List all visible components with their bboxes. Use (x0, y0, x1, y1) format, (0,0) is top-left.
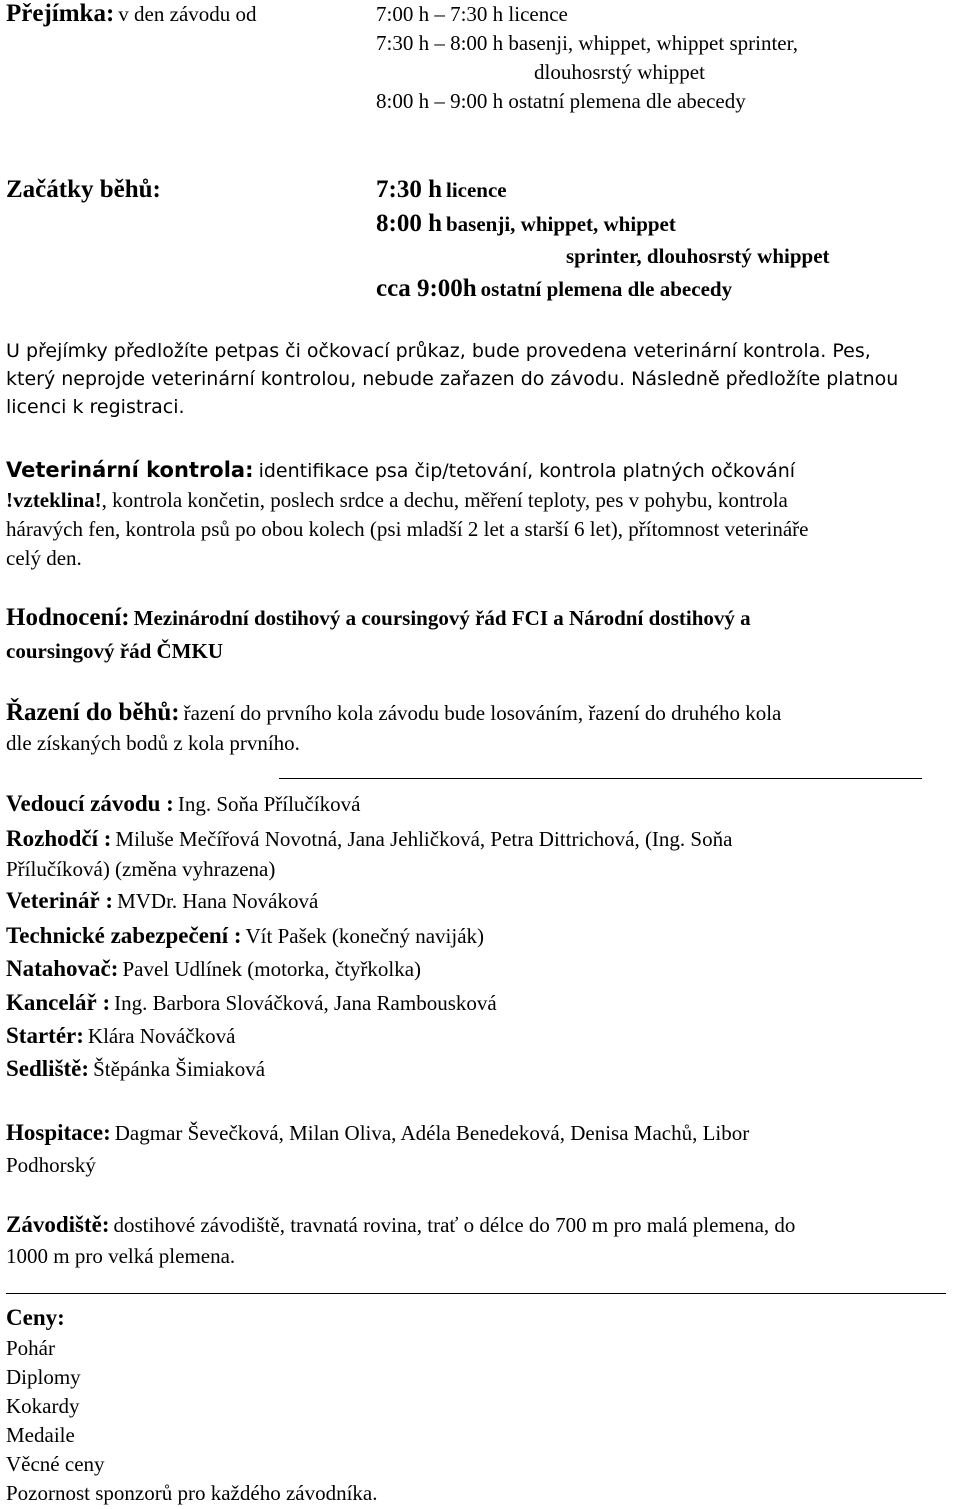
staff-row (6, 1023, 235, 1049)
zacatky-text: licence (445, 178, 507, 202)
staff-label: Vedoucí závodu : (6, 791, 174, 816)
staff-row (6, 791, 360, 817)
zacatky-text: basenji, whippet, whippet (445, 212, 676, 236)
divider (279, 778, 922, 779)
staff-row (6, 956, 421, 982)
zacatky-label: Začátky běhů: (6, 176, 161, 203)
zavodiste-value: dostihové závodiště, travnatá rovina, trať o délce do 700 m pro malá plemena, do (113, 1213, 796, 1237)
hodnoceni-label: Hodnocení: (6, 604, 130, 631)
zacatky-time: 7:30 h (376, 176, 442, 203)
vet-line3: háravých fen, kontrola psů po obou kolech (psi mladší 2 let a starší 6 let), přítomnost veterináře (6, 517, 809, 541)
razeni-text: řazení do prvního kola závodu bude losováním, řazení do druhého kola (183, 701, 782, 725)
hodnoceni-text: Mezinárodní dostihový a coursingový řád FCI a Národní dostihový a (133, 606, 751, 630)
staff-value-cont: Přílučíková) (změna vyhrazena) (6, 857, 276, 881)
vet-text: , kontrola končetin, poslech srdce a dechu, měření teploty, pes v pohybu, kontrola (101, 488, 788, 512)
vet-label: Veterinární kontrola: (6, 458, 254, 482)
staff-label: Kancelář : (6, 990, 111, 1015)
staff-row (6, 990, 497, 1016)
staff-label: Startér: (6, 1023, 84, 1048)
staff-label: Rozhodčí : (6, 826, 112, 851)
zavodiste-label: Závodiště: (6, 1212, 110, 1237)
vet-text: identifikace psa čip/tetování, kontrola platných očkování (258, 460, 796, 482)
ceny-item: Kokardy (6, 1394, 80, 1418)
razeni-label: Řazení do běhů: (6, 699, 180, 726)
ceny-item: Pozornost sponzorů pro každého závodníka. (6, 1481, 378, 1505)
zacatky-row (376, 176, 507, 204)
staff-value: Štěpánka Šimiaková (93, 1057, 266, 1081)
note-line: licenci k registraci. (6, 396, 185, 418)
staff-value: Ing. Barbora Slováčková, Jana Rambousková (114, 991, 497, 1015)
prejimka-label: Přejímka: (6, 0, 115, 27)
ceny-item: Věcné ceny (6, 1452, 105, 1476)
zacatky-text: ostatní plemena dle abecedy (480, 277, 733, 301)
staff-value: Ing. Soňa Přílučíková (177, 792, 361, 816)
prejimka-line: 7:30 h – 8:00 h basenji, whippet, whippet sprinter, (376, 31, 799, 55)
prejimka-section (6, 0, 257, 28)
vet-line1 (6, 458, 795, 482)
hospitace-line1 (6, 1120, 749, 1146)
staff-value: MVDr. Hana Nováková (117, 889, 319, 913)
zacatky-row (376, 210, 676, 238)
ceny-label: Ceny: (6, 1305, 65, 1330)
staff-row (6, 1056, 265, 1082)
prejimka-when: v den závodu od (118, 2, 257, 26)
staff-label: Natahovač: (6, 956, 119, 981)
note-line: U přejímky předložíte petpas či očkovací průkaz, bude provedena veterinární kontrola. Pes, (6, 340, 871, 362)
prejimka-line: 8:00 h – 9:00 h ostatní plemena dle abecedy (376, 89, 746, 113)
hodnoceni-line1 (6, 604, 751, 632)
zacatky-row (376, 275, 732, 303)
staff-value: Vít Pašek (konečný naviják) (245, 924, 485, 948)
staff-label: Technické zabezpečení : (6, 923, 242, 948)
zacatky-time: cca 9:00h (376, 275, 477, 302)
razeni-line2: dle získaných bodů z kola prvního. (6, 731, 300, 755)
staff-value: Pavel Udlínek (motorka, čtyřkolka) (122, 957, 422, 981)
staff-row (6, 923, 484, 949)
razeni-line1 (6, 699, 781, 727)
staff-label: Veterinář : (6, 888, 114, 913)
staff-value: Klára Nováčková (87, 1024, 236, 1048)
hodnoceni-line2: coursingový řád ČMKU (6, 639, 223, 663)
vet-line4: celý den. (6, 546, 82, 570)
zavodiste-cont: 1000 m pro velká plemena. (6, 1244, 236, 1268)
hospitace-label: Hospitace: (6, 1120, 111, 1145)
staff-row (6, 826, 732, 852)
staff-value: Miluše Mečířová Novotná, Jana Jehličková, Petra Dittrichová, (Ing. Soňa (115, 827, 733, 851)
hospitace-cont: Podhorský (6, 1153, 96, 1177)
prejimka-line: 7:00 h – 7:30 h licence (376, 2, 568, 26)
vet-line2 (6, 488, 788, 513)
divider (6, 1293, 946, 1294)
zacatky-text: sprinter, dlouhosrstý whippet (566, 244, 830, 268)
zacatky-time: 8:00 h (376, 210, 442, 237)
prejimka-line: dlouhosrstý whippet (534, 60, 705, 84)
ceny-item: Medaile (6, 1423, 75, 1447)
ceny-item: Pohár (6, 1336, 55, 1360)
zavodiste-line1 (6, 1212, 795, 1238)
staff-row (6, 888, 318, 914)
ceny-item: Diplomy (6, 1365, 81, 1389)
hospitace-value: Dagmar Ševečková, Milan Oliva, Adéla Benedeková, Denisa Machů, Libor (114, 1121, 750, 1145)
vet-bold: !vzteklina! (6, 488, 102, 512)
note-line: který neprojde veterinární kontrolou, nebude zařazen do závodu. Následně předložíte platnou (6, 368, 899, 390)
staff-label: Sedliště: (6, 1056, 90, 1081)
